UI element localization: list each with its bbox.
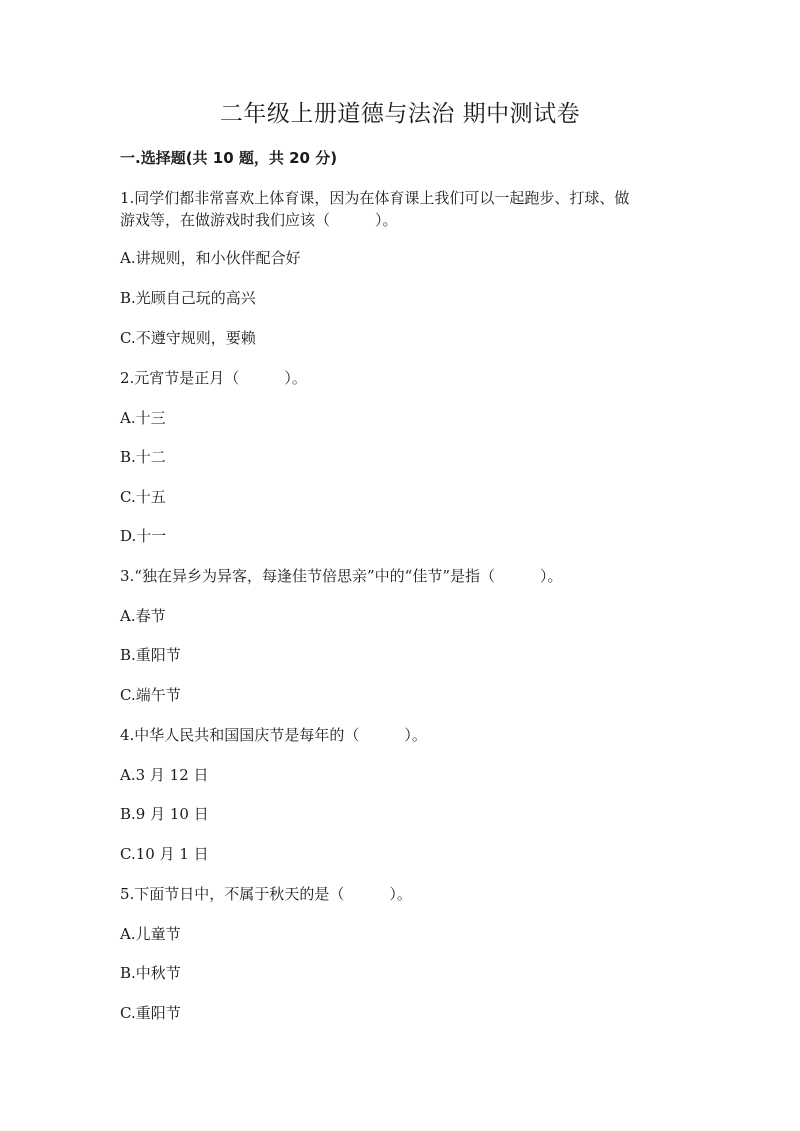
question-1-option-c: C.不遵守规则，要赖 [120,329,256,347]
question-3-option-a: A.春节 [120,607,166,625]
question-1-stem-line-2: 游戏等，在做游戏时我们应该（ ）。 [120,211,398,229]
question-5-option-b: B.中秋节 [120,964,181,982]
question-3-stem: 3.“独在异乡为异客，每逢佳节倍思亲”中的“佳节”是指（ ）。 [120,567,563,585]
question-2-option-d: D.十一 [120,527,167,545]
question-3-option-c: C.端午节 [120,686,181,704]
question-2-option-a: A.十三 [120,409,166,427]
question-1-stem-line-1: 1.同学们都非常喜欢上体育课，因为在体育课上我们可以一起跑步、打球、做 [120,189,630,207]
question-5-option-a: A.儿童节 [120,925,181,943]
question-5-option-c: C.重阳节 [120,1004,181,1022]
question-4-option-a: A.3 月 12 日 [120,766,209,784]
question-4-option-c: C.10 月 1 日 [120,845,209,863]
page-title: 二年级上册道德与法治 期中测试卷 [219,101,581,127]
question-2-option-c: C.十五 [120,488,166,506]
question-1-option-b: B.光顾自己玩的高兴 [120,289,256,307]
question-4-option-b: B.9 月 10 日 [120,805,209,823]
question-2-stem: 2.元宵节是正月（ ）。 [120,369,307,387]
question-3-option-b: B.重阳节 [120,646,181,664]
question-5-stem: 5.下面节日中，不属于秋天的是（ ）。 [120,885,412,903]
question-2-option-b: B.十二 [120,448,166,466]
section-heading: 一.选择题(共 10 题，共 20 分) [120,149,338,167]
question-1-option-a: A.讲规则，和小伙伴配合好 [120,249,301,267]
question-4-stem: 4.中华人民共和国国庆节是每年的（ ）。 [120,726,427,744]
